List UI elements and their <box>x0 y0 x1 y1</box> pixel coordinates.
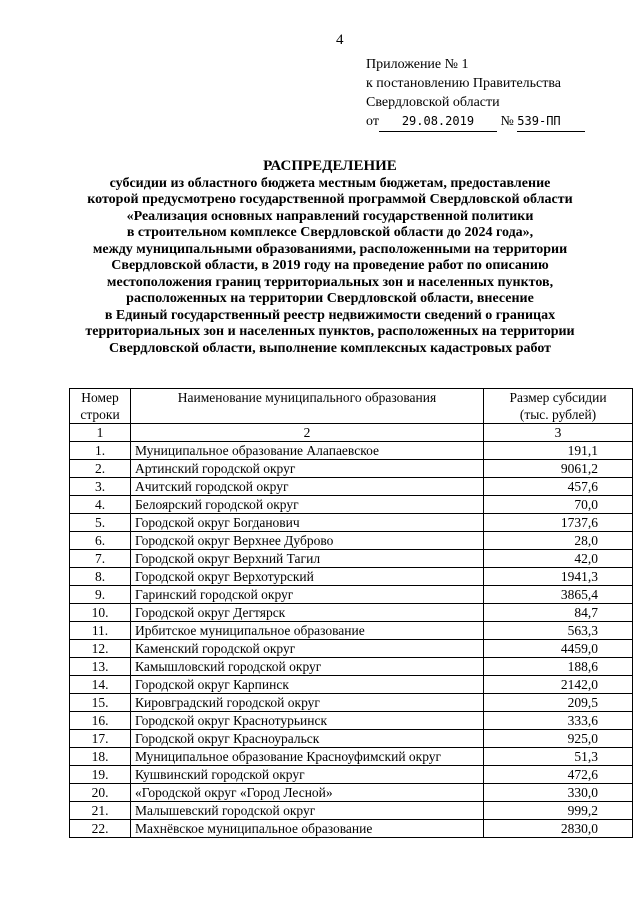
row-number: 21. <box>70 802 131 820</box>
header-row-number-line2: строки <box>80 407 120 422</box>
table-row <box>70 496 633 514</box>
appendix-date-line <box>366 112 585 132</box>
title-main: РАСПРЕДЕЛЕНИЕ <box>263 158 397 174</box>
title-line: в строительном комплексе Свердловской области до 2024 года», <box>126 225 534 240</box>
column-number-row <box>70 424 633 442</box>
subsidy-table <box>69 388 633 838</box>
row-number: 4. <box>70 496 131 514</box>
row-number: 2. <box>70 460 131 478</box>
subsidy-amount: 188,6 <box>484 658 633 676</box>
municipality-name: Городской округ Верхотурский <box>131 568 484 586</box>
municipality-name: Кушвинский городской округ <box>131 766 484 784</box>
municipality-name: Каменский городской округ <box>131 640 484 658</box>
municipality-name: «Городской округ «Город Лесной» <box>131 784 484 802</box>
municipality-name: Городской округ Карпинск <box>131 676 484 694</box>
municipality-name: Городской округ Краснотурьинск <box>131 712 484 730</box>
row-number: 14. <box>70 676 131 694</box>
municipality-name: Махнёвское муниципальное образование <box>131 820 484 838</box>
row-number: 1. <box>70 442 131 460</box>
row-number: 13. <box>70 658 131 676</box>
subsidy-amount: 563,3 <box>484 622 633 640</box>
header-row-number-line1: Номер <box>81 390 119 405</box>
subsidy-amount: 84,7 <box>484 604 633 622</box>
subsidy-amount: 2830,0 <box>484 820 633 838</box>
municipality-name: Городской округ Красноуральск <box>131 730 484 748</box>
row-number: 10. <box>70 604 131 622</box>
subsidy-amount: 9061,2 <box>484 460 633 478</box>
title-line: «Реализация основных направлений государственной политики <box>126 208 534 224</box>
header-amount-line2: (тыс. рублей) <box>519 407 597 422</box>
municipality-name: Муниципальное образование Алапаевское <box>131 442 484 460</box>
header-municipality: Наименование муниципального образования <box>131 389 484 424</box>
table-row <box>70 694 633 712</box>
municipality-name: Городской округ Богданович <box>131 514 484 532</box>
table-row <box>70 460 633 478</box>
appendix-line-1: Приложение № 1 <box>366 57 469 72</box>
subsidy-amount: 191,1 <box>484 442 633 460</box>
appendix-block <box>366 55 585 132</box>
appendix-line-3: Свердловской области <box>366 95 500 110</box>
subsidy-amount: 1941,3 <box>484 568 633 586</box>
table-body <box>70 442 633 838</box>
municipality-name: Кировградский городской округ <box>131 694 484 712</box>
subsidy-amount: 209,5 <box>484 694 633 712</box>
column-number: 3 <box>484 424 633 442</box>
table-row <box>70 730 633 748</box>
table-row <box>70 802 633 820</box>
row-number: 9. <box>70 586 131 604</box>
row-number: 19. <box>70 766 131 784</box>
subsidy-amount: 51,3 <box>484 748 633 766</box>
appendix-line-2: к постановлению Правительства <box>366 76 562 91</box>
number-prefix: № <box>500 114 514 129</box>
table-row <box>70 640 633 658</box>
table-row <box>70 586 633 604</box>
municipality-name: Камышловский городской округ <box>131 658 484 676</box>
subsidy-amount: 333,6 <box>484 712 633 730</box>
table-header-row <box>70 389 633 424</box>
row-number: 3. <box>70 478 131 496</box>
title-line: Свердловской области, в 2019 году на проведение работ по описанию <box>111 258 549 273</box>
municipality-name: Ачитский городской округ <box>131 478 484 496</box>
municipality-name: Артинский городской округ <box>131 460 484 478</box>
title-line: субсидии из областного бюджета местным бюджетам, предоставление <box>109 175 551 191</box>
subsidy-amount: 1737,6 <box>484 514 633 532</box>
table-row <box>70 658 633 676</box>
municipality-name: Городской округ Дегтярск <box>131 604 484 622</box>
table-row <box>70 748 633 766</box>
row-number: 22. <box>70 820 131 838</box>
table-row <box>70 550 633 568</box>
table-row <box>70 676 633 694</box>
title-line: которой предусмотрено государственной программой Свердловской области <box>87 192 573 207</box>
resolution-date: 29.08.2019 <box>379 112 497 132</box>
table-row <box>70 766 633 784</box>
document-title <box>40 158 620 357</box>
subsidy-amount: 70,0 <box>484 496 633 514</box>
column-number: 2 <box>131 424 484 442</box>
municipality-name: Ирбитское муниципальное образование <box>131 622 484 640</box>
title-line: Свердловской области, выполнение комплексных кадастровых работ <box>108 340 552 356</box>
row-number: 18. <box>70 748 131 766</box>
header-row-number <box>70 389 131 424</box>
subsidy-amount: 4459,0 <box>484 640 633 658</box>
subsidy-amount: 42,0 <box>484 550 633 568</box>
subsidy-amount: 330,0 <box>484 784 633 802</box>
subsidy-amount: 472,6 <box>484 766 633 784</box>
row-number: 6. <box>70 532 131 550</box>
row-number: 12. <box>70 640 131 658</box>
municipality-name: Малышевский городской округ <box>131 802 484 820</box>
page-number: 4 <box>336 32 344 48</box>
row-number: 11. <box>70 622 131 640</box>
table-row <box>70 604 633 622</box>
title-line: расположенных на территории Свердловской области, внесение <box>126 291 534 306</box>
subsidy-amount: 999,2 <box>484 802 633 820</box>
municipality-name: Городской округ Верхнее Дуброво <box>131 532 484 550</box>
header-amount-line1: Размер субсидии <box>509 390 607 405</box>
municipality-name: Белоярский городской округ <box>131 496 484 514</box>
subsidy-amount: 28,0 <box>484 532 633 550</box>
row-number: 7. <box>70 550 131 568</box>
table-row <box>70 532 633 550</box>
table-row <box>70 514 633 532</box>
header-amount <box>484 389 633 424</box>
table-row <box>70 478 633 496</box>
row-number: 20. <box>70 784 131 802</box>
title-line: местоположения границ территориальных зон и населенных пунктов, <box>106 274 554 290</box>
subsidy-amount: 925,0 <box>484 730 633 748</box>
table-row <box>70 622 633 640</box>
municipality-name: Гаринский городской округ <box>131 586 484 604</box>
date-prefix: от <box>366 114 379 129</box>
subsidy-amount: 2142,0 <box>484 676 633 694</box>
row-number: 15. <box>70 694 131 712</box>
subsidy-amount: 3865,4 <box>484 586 633 604</box>
row-number: 17. <box>70 730 131 748</box>
subsidy-amount: 457,6 <box>484 478 633 496</box>
title-line: территориальных зон и населенных пунктов, расположенных на территории <box>85 324 575 339</box>
column-number: 1 <box>70 424 131 442</box>
municipality-name: Муниципальное образование Красноуфимский округ <box>131 748 484 766</box>
municipality-name: Городской округ Верхний Тагил <box>131 550 484 568</box>
resolution-number: 539-ПП <box>517 112 585 132</box>
title-line: между муниципальными образованиями, расположенными на территории <box>92 241 568 257</box>
table-row <box>70 568 633 586</box>
table-row <box>70 442 633 460</box>
table-row <box>70 712 633 730</box>
table-row <box>70 784 633 802</box>
title-line: в Единый государственный реестр недвижимости сведений о границах <box>104 307 556 323</box>
table-row <box>70 820 633 838</box>
row-number: 16. <box>70 712 131 730</box>
row-number: 5. <box>70 514 131 532</box>
row-number: 8. <box>70 568 131 586</box>
